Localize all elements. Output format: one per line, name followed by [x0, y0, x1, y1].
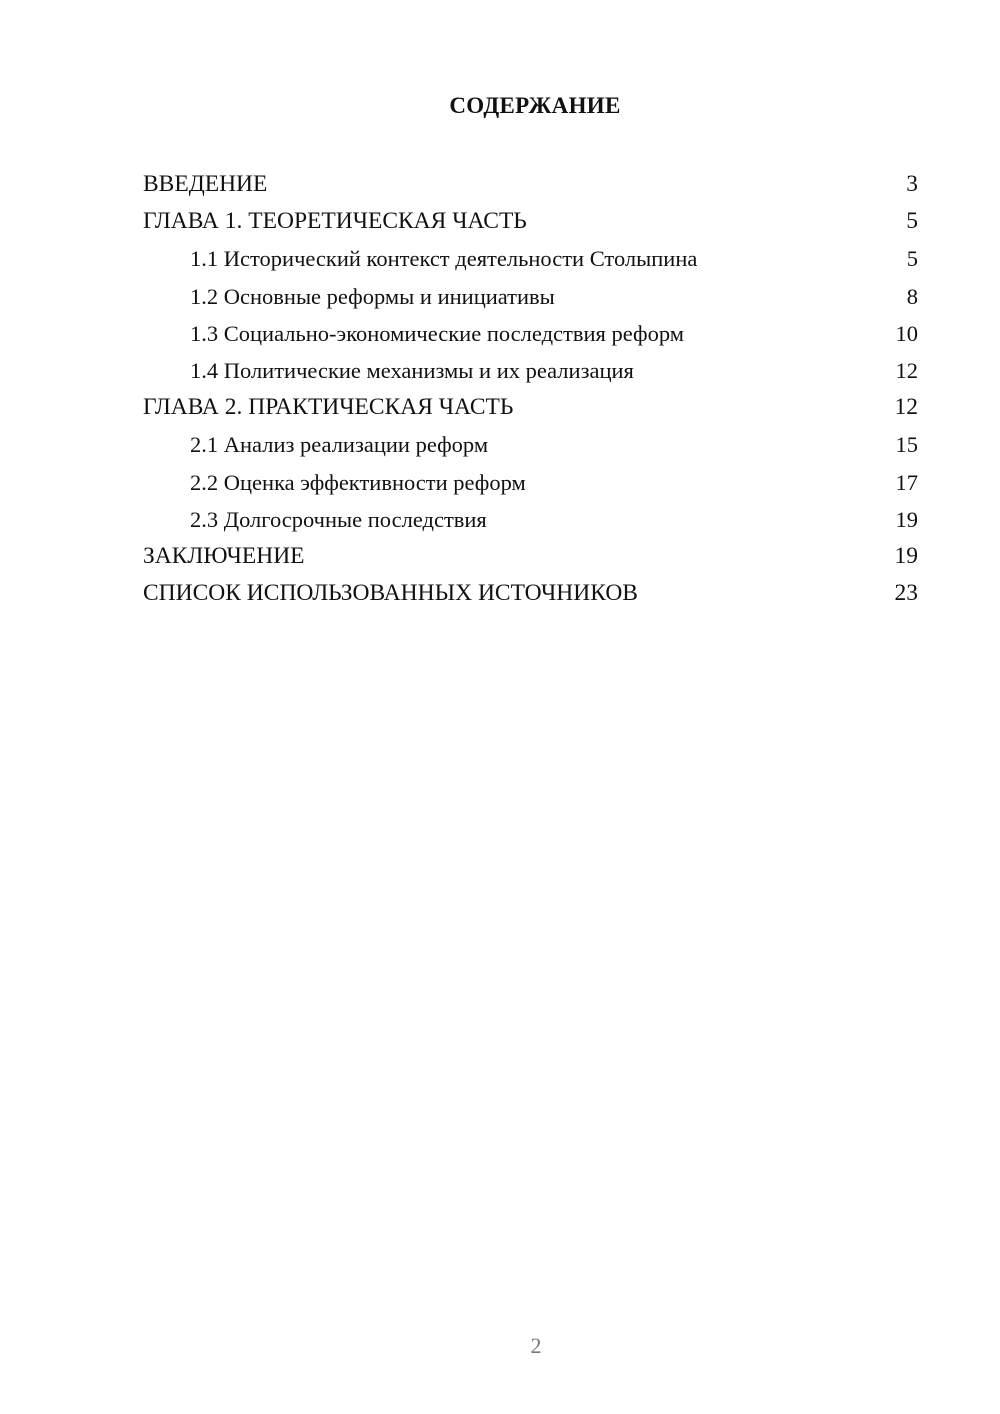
toc-entry-label: 2.3 Долгосрочные последствия: [190, 506, 487, 532]
toc-entry-introduction[interactable]: [143, 166, 918, 203]
toc-entry-chapter-2[interactable]: [143, 389, 918, 426]
toc-entry-section-2-1[interactable]: [143, 426, 918, 463]
toc-entry-page: 5: [906, 208, 918, 235]
toc-entry-page: 12: [894, 394, 918, 421]
toc-entry-section-2-2[interactable]: [143, 464, 918, 501]
toc-entry-label: 2.1 Анализ реализации реформ: [190, 432, 489, 458]
toc-entry-label: ЗАКЛЮЧЕНИЕ: [143, 542, 305, 569]
toc-entry-section-1-3[interactable]: [143, 315, 918, 352]
toc-entry-page: 23: [894, 580, 918, 607]
toc-entry-page: 19: [895, 506, 918, 532]
toc-entry-page: 15: [895, 432, 918, 458]
toc-entry-label: ГЛАВА 1. ТЕОРЕТИЧЕСКАЯ ЧАСТЬ: [143, 208, 527, 235]
toc-entry-section-1-2[interactable]: [143, 278, 918, 315]
toc-entry-label: СПИСОК ИСПОЛЬЗОВАННЫХ ИСТОЧНИКОВ: [143, 580, 638, 607]
toc-entry-page: 10: [895, 320, 918, 346]
toc-entry-page: 8: [906, 283, 918, 309]
toc-entry-label: 1.3 Социально-экономические последствия реформ: [190, 320, 684, 346]
toc-entry-page: 3: [906, 171, 918, 197]
toc-entry-section-1-1[interactable]: [143, 240, 918, 277]
toc-entry-conclusion[interactable]: [143, 538, 918, 575]
toc-entry-label: 1.1 Исторический контекст деятельности Столыпина: [190, 246, 698, 272]
toc-entry-page: 19: [894, 542, 918, 569]
toc-entry-label: ВВЕДЕНИЕ: [143, 171, 268, 197]
toc-entry-section-2-3[interactable]: [143, 501, 918, 538]
toc-entry-label: ГЛАВА 2. ПРАКТИЧЕСКАЯ ЧАСТЬ: [143, 394, 514, 421]
toc-entry-page: 17: [895, 469, 918, 495]
toc-entry-label: 1.4 Политические механизмы и их реализация: [190, 357, 634, 383]
toc-entry-references[interactable]: [143, 575, 918, 612]
toc-entry-page: 12: [895, 357, 918, 383]
table-of-contents: [143, 166, 918, 612]
toc-entry-label: 2.2 Оценка эффективности реформ: [190, 469, 526, 495]
page-number: 2: [530, 1333, 542, 1358]
toc-entry-section-1-4[interactable]: [143, 352, 918, 389]
toc-entry-chapter-1[interactable]: [143, 203, 918, 240]
page-title: СОДЕРЖАНИЕ: [449, 93, 621, 118]
toc-entry-label: 1.2 Основные реформы и инициативы: [190, 283, 555, 309]
toc-entry-page: 5: [906, 246, 918, 272]
